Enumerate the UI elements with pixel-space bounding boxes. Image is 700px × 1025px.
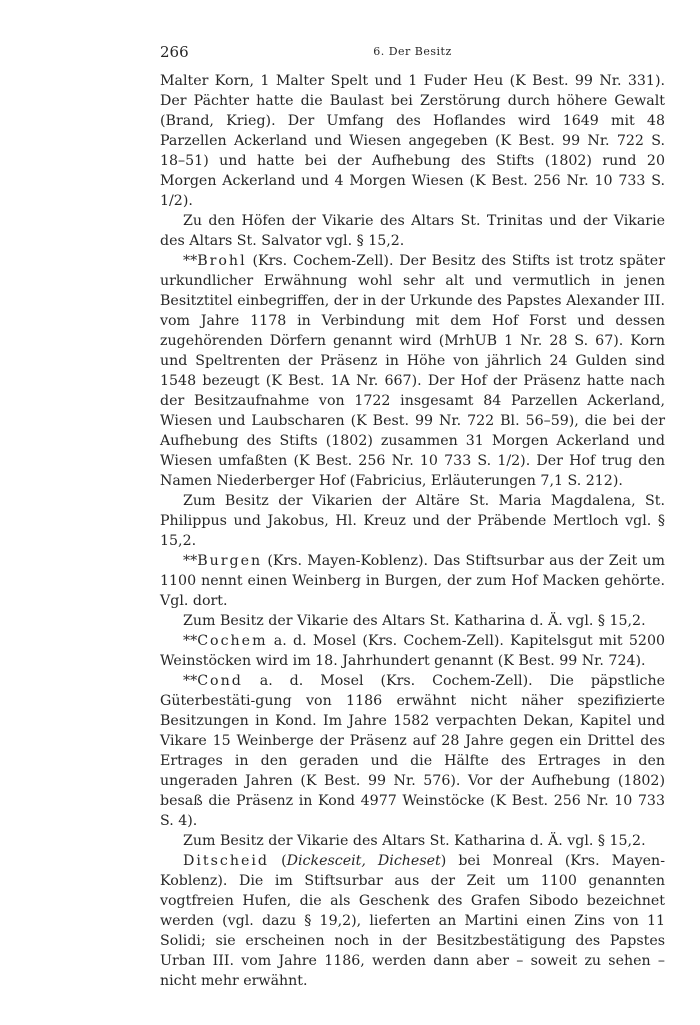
paragraph-text: a. d. Mosel (Krs. Cochem-Zell). Die päpstliche Güterbestäti-gung von 1186 erwähnt nicht näher spezifizierte Besitzungen in Kond. Im Jahre 1582 verpachten Dekan, Kapitel und Vikare 15 Weinberge der Präsenz auf 28 Jahre gegen ein Drittel des Ertrages in den geraden und die Hälfte des Ertrages in den ungeraden Jahren (K Best. 99 Nr. 576). Vor der Aufhebung (1802) besaß die Präsenz in Kond 4977 Weinstöcke (K Best. 256 Nr. 10 733 S. 4). <box>160 673 665 829</box>
entry-marker: ** <box>183 633 198 649</box>
paragraph-text: (Krs. Mayen-Koblenz). Das Stiftsurbar aus der Zeit um 1100 nennt einen Weinberg in Burgen, der zum Hof Macken gehörte. Vgl. dort. <box>160 553 665 609</box>
entry-brohl <box>160 251 665 491</box>
page-header <box>160 43 665 63</box>
place-name: Brohl <box>197 253 247 269</box>
page-number: 266 <box>160 43 189 61</box>
paragraph <box>160 491 665 551</box>
paragraph <box>160 211 665 251</box>
place-name: Cond <box>197 673 243 689</box>
historical-name-variants: Dickesceit, Dicheset <box>286 853 441 869</box>
paragraph-text: Zu den Höfen der Vikarie des Altars St. Trinitas und der Vikarie des Altars St. Salvator vgl. § 15,2. <box>160 213 665 249</box>
place-name: Burgen <box>197 553 263 569</box>
place-name: Cochem <box>197 633 268 649</box>
entry-ditscheid <box>160 851 665 991</box>
paragraph-text: ( <box>269 853 287 869</box>
paragraph <box>160 71 665 211</box>
entry-marker: ** <box>183 553 198 569</box>
paragraph-text: Zum Besitz der Vikarien der Altäre St. Maria Magdalena, St. Philippus und Jakobus, Hl. Kreuz und der Präbende Mertloch vgl. § 15,2. <box>160 493 665 549</box>
entry-marker: ** <box>183 253 198 269</box>
paragraph <box>160 611 665 631</box>
entry-burgen <box>160 551 665 611</box>
running-title: 6. Der Besitz <box>373 45 452 58</box>
paragraph-text: Zum Besitz der Vikarie des Altars St. Katharina d. Ä. vgl. § 15,2. <box>183 613 646 629</box>
body-text <box>160 71 665 991</box>
paragraph-text: ) bei Monreal (Krs. Mayen-Koblenz). Die im Stiftsurbar aus der Zeit um 1100 genannten vogtfreien Hufen, die als Geschenk des Grafen Sibodo bezeichnet werden (vgl. dazu § 19,2), lieferten an Martini einen Zins von 11 Solidi; sie erscheinen noch in der Besitzbestätigung des Papstes Urban III. vom Jahre 1186, werden dann aber – soweit zu sehen – nicht mehr erwähnt. <box>160 853 665 989</box>
paragraph <box>160 831 665 851</box>
place-name: Ditscheid <box>183 853 269 869</box>
entry-marker: ** <box>183 673 198 689</box>
entry-cochem <box>160 631 665 671</box>
paragraph-text: Zum Besitz der Vikarie des Altars St. Katharina d. Ä. vgl. § 15,2. <box>183 833 646 849</box>
entry-cond <box>160 671 665 831</box>
paragraph-text: (Krs. Cochem-Zell). Der Besitz des Stifts ist trotz später urkundlicher Erwähnung wohl sehr alt und vermutlich in jenen Besitztitel einbegriffen, der in der Urkunde des Papstes Alexander III. vom Jahre 1178 in Verbindung mit dem Hof Forst und dessen zugehörenden Dörfern genannt wird (MrhUB 1 Nr. 28 S. 67). Korn und Speltrenten der Präsenz in Höhe von jährlich 24 Gulden sind 1548 bezeugt (K Best. 1A Nr. 667). Der Hof der Präsenz hatte nach der Besitzaufnahme von 1722 insgesamt 84 Parzellen Ackerland, Wiesen und Laubscharen (K Best. 99 Nr. 722 Bl. 56–59), die bei der Aufhebung des Stifts (1802) zusammen 31 Morgen Ackerland und Wiesen umfaßten (K Best. 256 Nr. 10 733 S. 1/2). Der Hof trug den Namen Niederberger Hof (Fabricius, Erläuterungen 7,1 S. 212). <box>160 253 665 489</box>
paragraph-text: Malter Korn, 1 Malter Spelt und 1 Fuder Heu (K Best. 99 Nr. 331). Der Pächter hatte die Baulast bei Zerstörung durch höhere Gewalt (Brand, Krieg). Der Umfang des Hoflandes wird 1649 mit 48 Parzellen Ackerland und Wiesen angegeben (K Best. 99 Nr. 722 S. 18–51) und hatte bei der Aufhebung des Stifts (1802) rund 20 Morgen Ackerland und 4 Morgen Wiesen (K Best. 256 Nr. 10 733 S. 1/2). <box>160 73 665 209</box>
paragraph-text: a. d. Mosel (Krs. Cochem-Zell). Kapitelsgut mit 5200 Weinstöcken wird im 18. Jahrhundert genannt (K Best. 99 Nr. 724). <box>160 633 665 669</box>
